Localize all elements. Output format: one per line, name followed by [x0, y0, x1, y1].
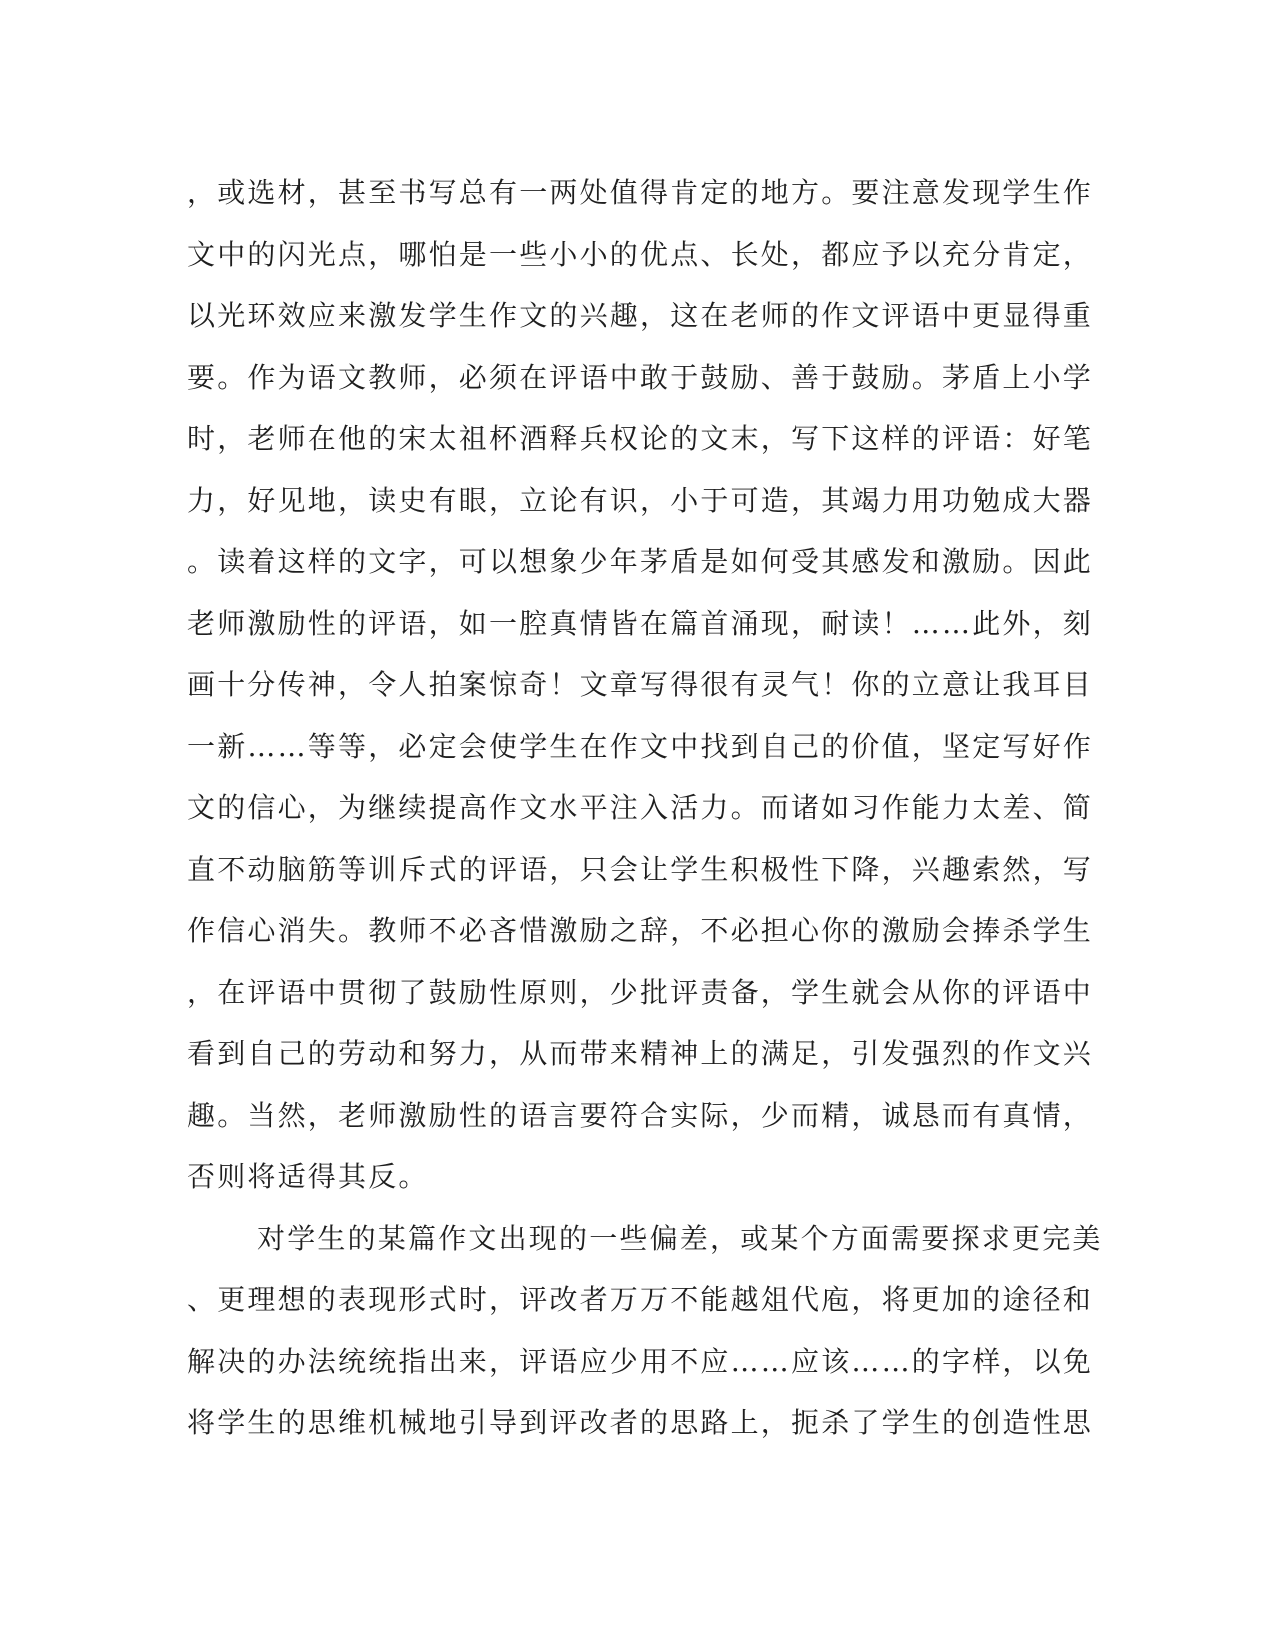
text-line: 看到自己的劳动和努力，从而带来精神上的满足，引发强烈的作文兴 — [187, 1037, 1094, 1070]
text-line: 趣。当然，老师激励性的语言要符合实际，少而精，诚恳而有真情， — [187, 1098, 1094, 1132]
text-line: 画十分传神，令人拍案惊奇！文章写得很有灵气！你的立意让我耳目 — [187, 668, 1094, 701]
text-line: 将学生的思维机械地引导到评改者的思路上，扼杀了学生的创造性思 — [187, 1406, 1094, 1439]
text-line: 以光环效应来激发学生作文的兴趣，这在老师的作文评语中更显得重 — [187, 299, 1094, 332]
text-line: 老师激励性的评语，如一腔真情皆在篇首涌现，耐读！……此外，刻 — [187, 606, 1094, 640]
text-line: 解决的办法统统指出来，评语应少用不应……应该……的字样，以免 — [187, 1344, 1094, 1378]
text-line: 。读着这样的文字，可以想象少年茅盾是如何受其感发和激励。因此 — [187, 545, 1094, 578]
text-line: 时，老师在他的宋太祖杯酒释兵权论的文末，写下这样的评语：好笔 — [187, 422, 1094, 455]
text-line: ，在评语中贯彻了鼓励性原则，少批评责备，学生就会从你的评语中 — [187, 975, 1094, 1009]
text-line: 文中的闪光点，哪怕是一些小小的优点、长处，都应予以充分肯定， — [187, 237, 1094, 271]
body-text — [187, 162, 1103, 1454]
paragraph-first-line: 对学生的某篇作文出现的一些偏差，或某个方面需要探求更完美 — [257, 1221, 1103, 1255]
text-line: 力，好见地，读史有眼，立论有识，小于可造，其竭力用功勉成大器 — [187, 483, 1094, 517]
text-line: ，或选材，甚至书写总有一两处值得肯定的地方。要注意发现学生作 — [187, 176, 1094, 209]
text-line: 文的信心，为继续提高作文水平注入活力。而诸如习作能力太差、简 — [187, 791, 1094, 824]
text-line: 作信心消失。教师不必吝惜激励之辞，不必担心你的激励会捧杀学生 — [187, 914, 1094, 947]
text-line: 一新……等等，必定会使学生在作文中找到自己的价值，坚定写好作 — [187, 729, 1094, 763]
text-line: 否则将适得其反。 — [187, 1160, 429, 1193]
text-line: 直不动脑筋等训斥式的评语，只会让学生积极性下降，兴趣索然，写 — [187, 852, 1094, 886]
text-line: 要。作为语文教师，必须在评语中敢于鼓励、善于鼓励。茅盾上小学 — [187, 360, 1094, 394]
text-line: 、更理想的表现形式时，评改者万万不能越俎代庖，将更加的途径和 — [187, 1283, 1094, 1316]
